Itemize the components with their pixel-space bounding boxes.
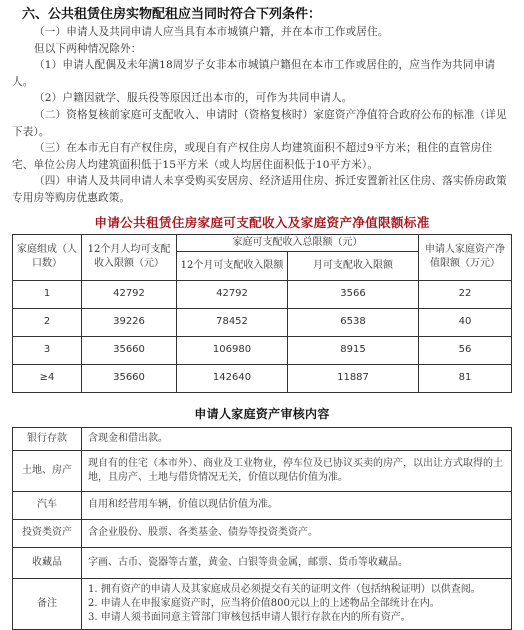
- header-monthly-per-capita: 12个月人均可支配收入限额（元）: [82, 234, 177, 280]
- notes-cell: [82, 578, 512, 629]
- cell-monthly-limit: 11887: [288, 364, 419, 392]
- table-row: [13, 364, 512, 392]
- cell-asset-limit: 40: [419, 308, 512, 336]
- table-header-row: [13, 234, 512, 251]
- cell-12-month-limit: 106980: [177, 336, 288, 364]
- row-label: 收藏品: [13, 547, 82, 578]
- row-value: 字画、古币、瓷器等古董，黄金、白银等贵金属，邮票、货币等收藏品。: [82, 547, 512, 578]
- paragraph: （二）资格复核前家庭可支配收入、申请时（资格复核时）家庭资产净值符合政府公布的标准（详见下表）。: [12, 108, 507, 138]
- table-row: [13, 450, 512, 491]
- notes-label: 备注: [13, 578, 82, 629]
- row-value: 自用和经营用车辆，价值以现估价值为准。: [82, 491, 512, 519]
- section-title: 六、公共租赁住房实物配租应当同时符合下列条件：: [22, 7, 322, 22]
- table-row: [13, 547, 512, 578]
- paragraph: 但以下两种情况除外：: [34, 42, 142, 55]
- cell-12-month-limit: 142640: [177, 364, 288, 392]
- row-value: 现自有的住宅（本市外）、商业及工业物业，停车位及已协议买卖的房产，以出让方式取得的土地，且房产、土地与借贷情况无关，价值以现估价值为准。: [82, 450, 512, 491]
- table-row: [13, 491, 512, 519]
- header-household-size: 家庭组成（人口数）: [13, 234, 82, 280]
- header-12-month-limit: 12个月可支配收入限额: [177, 251, 288, 280]
- cell-monthly-per-capita: 35660: [82, 364, 177, 392]
- cell-monthly-limit: 8915: [288, 336, 419, 364]
- header-monthly-limit: 月可支配收入限额: [288, 251, 419, 280]
- income-table-title: 申请公共租赁住房家庭可支配收入及家庭资产净值限额标准: [94, 214, 430, 230]
- cell-asset-limit: 56: [419, 336, 512, 364]
- asset-table-title: 申请人家庭资产审核内容: [194, 406, 330, 421]
- cell-household-size: ≥4: [13, 364, 82, 392]
- cell-asset-limit: 81: [419, 364, 512, 392]
- table-row: [13, 578, 512, 629]
- cell-household-size: 3: [13, 336, 82, 364]
- table-row: [13, 280, 512, 308]
- cell-monthly-per-capita: 42792: [82, 280, 177, 308]
- note-item: 2. 申请人在申报家庭资产时，应当将价值800元以上的上述物品全部统计在内。: [88, 597, 440, 609]
- notes-list: [88, 583, 505, 625]
- header-total-income-group: 家庭可支配收入总限额（元）: [177, 234, 419, 251]
- table-row: [13, 519, 512, 547]
- cell-12-month-limit: 78452: [177, 308, 288, 336]
- paragraph: （1）申请人配偶及未年满18周岁子女非本市城镇户籍但在本市工作或居住的，应当作为共同申请人。: [12, 59, 496, 88]
- cell-monthly-limit: 3566: [288, 280, 419, 308]
- paragraph: （四）申请人及共同申请人未享受购买安居房、经济适用住房、拆迁安置新社区住房、落实侨房政策专用房等购房优惠政策。: [12, 175, 507, 204]
- row-label: 土地、房产: [13, 450, 82, 491]
- paragraph: （三）在本市无自有产权住房，或现自有产权住房人均建筑面积不超过9平方米；租住的直管房住宅、单位公房人均建筑面积低于15平方米（或人均居住面积低于10平方米）。: [12, 142, 493, 171]
- note-item: 1. 拥有资产的申请人及其家庭成员必须提交有关的证明文件（包括纳税证明）以供查阅。: [88, 583, 481, 595]
- note-item: 3. 申请人须书面同意主管部门审核包括申请人银行存款在内的所有资产。: [88, 611, 411, 623]
- header-asset-limit: 申请人家庭资产净值限额（万元）: [419, 234, 512, 280]
- table-row: [13, 427, 512, 450]
- row-label: 投资类资产: [13, 519, 82, 547]
- cell-monthly-limit: 6538: [288, 308, 419, 336]
- row-label: 银行存款: [13, 427, 82, 450]
- cell-household-size: 2: [13, 308, 82, 336]
- table-row: [13, 336, 512, 364]
- paragraph: （2）户籍因就学、服兵役等原因迁出本市的，可作为共同申请人。: [34, 92, 353, 105]
- cell-monthly-per-capita: 35660: [82, 336, 177, 364]
- cell-household-size: 1: [13, 280, 82, 308]
- table-row: [13, 308, 512, 336]
- income-limit-table: [12, 234, 512, 393]
- row-label: 汽车: [13, 491, 82, 519]
- row-value: 含企业股份、股票、各类基金、债券等投资类资产。: [82, 519, 512, 547]
- cell-asset-limit: 22: [419, 280, 512, 308]
- cell-monthly-per-capita: 39226: [82, 308, 177, 336]
- asset-review-table: [12, 427, 512, 630]
- paragraph: （一）申请人及共同申请人应当具有本市城镇户籍，并在本市工作或居住。: [34, 26, 389, 38]
- row-value: 含现金和借出款。: [82, 427, 512, 450]
- cell-12-month-limit: 42792: [177, 280, 288, 308]
